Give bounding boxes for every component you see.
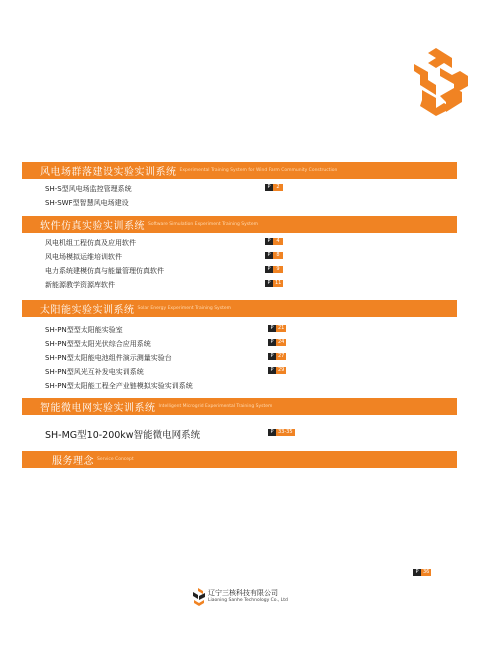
section-band-solar bbox=[22, 300, 457, 317]
company-name-cn: 辽宁三核科技有限公司 bbox=[208, 589, 278, 597]
page-tag: P 24 bbox=[268, 339, 286, 346]
section-title: 风电场群落建设实验实训系统 bbox=[40, 167, 177, 178]
list-item: SH-PN型风光互补发电实训系统 bbox=[45, 368, 144, 376]
section-band-wind-farm bbox=[22, 162, 457, 179]
list-item: SH-PN型型太阳光伏综合应用系统 bbox=[45, 340, 151, 348]
page-tag: P 9 bbox=[265, 266, 283, 273]
section-title: 服务理念 bbox=[52, 456, 94, 467]
list-item: 新能源教学资源库软件 bbox=[45, 281, 115, 289]
section-subtitle: Software Simulation Experiment Training System bbox=[148, 222, 259, 227]
list-item: SH-S型风电场监控管理系统 bbox=[45, 185, 132, 193]
page-tag: P 21 bbox=[268, 325, 286, 332]
section-title: 智能微电网实验实训系统 bbox=[40, 403, 156, 414]
page-tag: P 4 bbox=[265, 238, 283, 245]
section-subtitle: Experimental Training System for Wind Farm Community Construction bbox=[179, 168, 338, 173]
list-item: SH-PN型型太阳能实验室 bbox=[45, 326, 123, 334]
page-tag: P 8 bbox=[265, 252, 283, 259]
list-item: SH-PN型太阳能电池组件演示测量实验台 bbox=[45, 354, 172, 362]
list-item: SH-SWF型智慧风电场建设 bbox=[45, 199, 129, 207]
company-name-en: Liaoning Sanhe Technology Co., Ltd bbox=[208, 598, 288, 603]
section-subtitle: Service Concept bbox=[97, 457, 134, 462]
page-tag: P 33-35 bbox=[268, 429, 295, 436]
list-item: SH-PN型太阳能工程全产业链模拟实验实训系统 bbox=[45, 382, 193, 390]
page-tag: P 11 bbox=[265, 280, 283, 287]
page-tag: P 27 bbox=[268, 353, 286, 360]
section-title: 太阳能实验实训系统 bbox=[40, 305, 135, 316]
section-subtitle: Solar Energy Experiment Training System bbox=[137, 306, 231, 311]
sanhe-footer-logo-icon bbox=[190, 587, 208, 607]
list-item: 风电场模拟运维培训软件 bbox=[45, 253, 122, 261]
section-subtitle: Intelligent Microgrid Experimental Training System bbox=[158, 404, 273, 409]
page-tag: P 2 bbox=[265, 184, 283, 191]
section-band-microgrid bbox=[22, 398, 457, 415]
section-band-software bbox=[22, 216, 457, 233]
section-title: 软件仿真实验实训系统 bbox=[40, 221, 145, 232]
page-tag: P 29 bbox=[268, 367, 286, 374]
page-tag: P 36 bbox=[413, 569, 431, 576]
list-item: SH-MG型10-200kw智能微电网系统 bbox=[45, 430, 201, 441]
list-item: 电力系统建模仿真与能量管理仿真软件 bbox=[45, 267, 164, 275]
section-band-service bbox=[22, 451, 457, 468]
list-item: 风电机组工程仿真及应用软件 bbox=[45, 239, 136, 247]
sanhe-logo-icon bbox=[406, 46, 470, 116]
